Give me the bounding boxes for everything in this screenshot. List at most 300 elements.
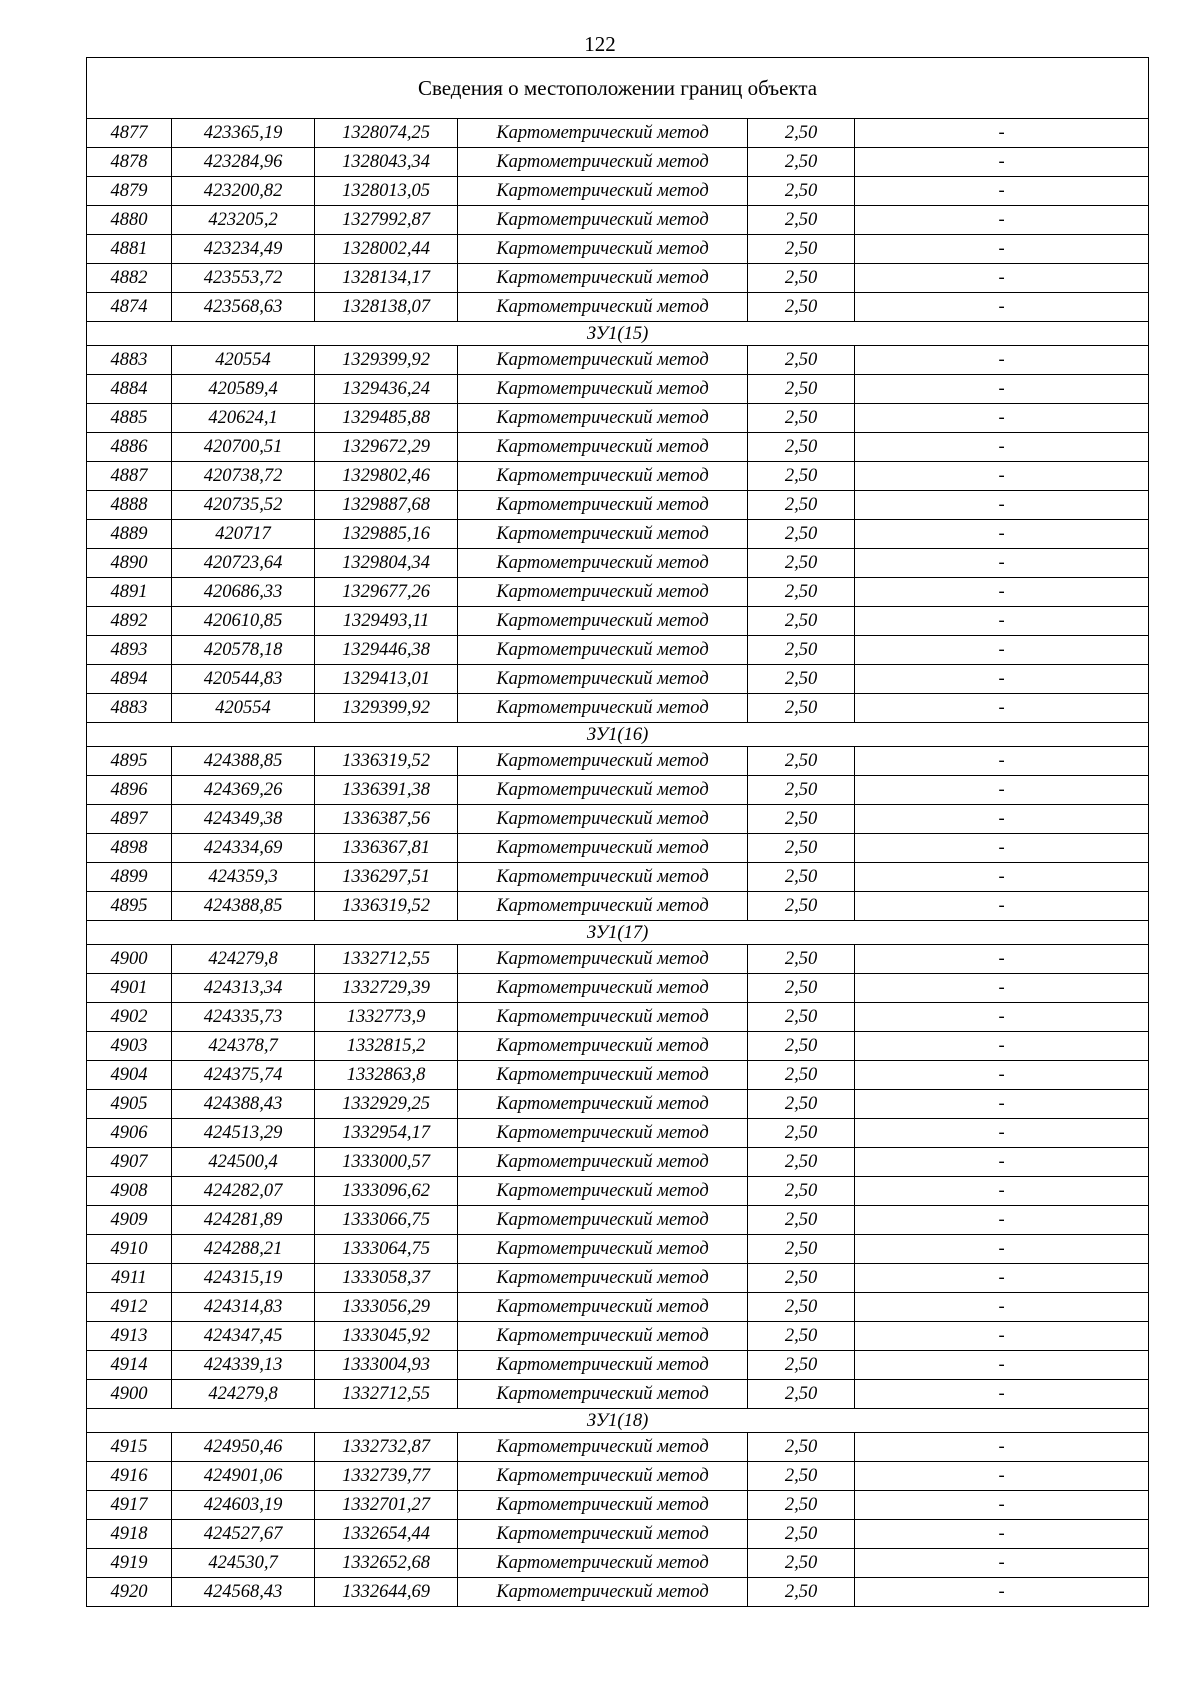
accuracy-cell: 2,50 bbox=[748, 520, 855, 549]
method-cell: Картометрический метод bbox=[458, 1061, 748, 1090]
method-cell: Картометрический метод bbox=[458, 549, 748, 578]
table-row bbox=[87, 1032, 1149, 1061]
description-cell: - bbox=[855, 1322, 1149, 1351]
y-coordinate-cell: 1329446,38 bbox=[315, 636, 458, 665]
accuracy-cell: 2,50 bbox=[748, 235, 855, 264]
table-row bbox=[87, 404, 1149, 433]
accuracy-cell: 2,50 bbox=[748, 462, 855, 491]
table-row bbox=[87, 945, 1149, 974]
point-number-cell: 4918 bbox=[87, 1520, 172, 1549]
table-row bbox=[87, 834, 1149, 863]
section-label: ЗУ1(18) bbox=[87, 1409, 1149, 1433]
description-cell: - bbox=[855, 1380, 1149, 1409]
method-cell: Картометрический метод bbox=[458, 264, 748, 293]
method-cell: Картометрический метод bbox=[458, 834, 748, 863]
description-cell: - bbox=[855, 433, 1149, 462]
accuracy-cell: 2,50 bbox=[748, 1433, 855, 1462]
method-cell: Картометрический метод bbox=[458, 433, 748, 462]
accuracy-cell: 2,50 bbox=[748, 293, 855, 322]
accuracy-cell: 2,50 bbox=[748, 264, 855, 293]
y-coordinate-cell: 1332654,44 bbox=[315, 1520, 458, 1549]
point-number-cell: 4884 bbox=[87, 375, 172, 404]
x-coordinate-cell: 424378,7 bbox=[172, 1032, 315, 1061]
accuracy-cell: 2,50 bbox=[748, 1549, 855, 1578]
y-coordinate-cell: 1333064,75 bbox=[315, 1235, 458, 1264]
method-cell: Картометрический метод bbox=[458, 491, 748, 520]
x-coordinate-cell: 420624,1 bbox=[172, 404, 315, 433]
x-coordinate-cell: 424339,13 bbox=[172, 1351, 315, 1380]
description-cell: - bbox=[855, 1032, 1149, 1061]
x-coordinate-cell: 424279,8 bbox=[172, 1380, 315, 1409]
y-coordinate-cell: 1332652,68 bbox=[315, 1549, 458, 1578]
y-coordinate-cell: 1328002,44 bbox=[315, 235, 458, 264]
x-coordinate-cell: 424288,21 bbox=[172, 1235, 315, 1264]
accuracy-cell: 2,50 bbox=[748, 805, 855, 834]
description-cell: - bbox=[855, 1003, 1149, 1032]
method-cell: Картометрический метод bbox=[458, 1003, 748, 1032]
x-coordinate-cell: 424568,43 bbox=[172, 1578, 315, 1607]
description-cell: - bbox=[855, 607, 1149, 636]
x-coordinate-cell: 424314,83 bbox=[172, 1293, 315, 1322]
x-coordinate-cell: 424603,19 bbox=[172, 1491, 315, 1520]
accuracy-cell: 2,50 bbox=[748, 1206, 855, 1235]
y-coordinate-cell: 1333056,29 bbox=[315, 1293, 458, 1322]
accuracy-cell: 2,50 bbox=[748, 1491, 855, 1520]
point-number-cell: 4914 bbox=[87, 1351, 172, 1380]
point-number-cell: 4882 bbox=[87, 264, 172, 293]
table-row bbox=[87, 206, 1149, 235]
y-coordinate-cell: 1332644,69 bbox=[315, 1578, 458, 1607]
table-row bbox=[87, 1177, 1149, 1206]
accuracy-cell: 2,50 bbox=[748, 607, 855, 636]
y-coordinate-cell: 1332954,17 bbox=[315, 1119, 458, 1148]
point-number-cell: 4889 bbox=[87, 520, 172, 549]
point-number-cell: 4890 bbox=[87, 549, 172, 578]
table-row bbox=[87, 1206, 1149, 1235]
method-cell: Картометрический метод bbox=[458, 1148, 748, 1177]
accuracy-cell: 2,50 bbox=[748, 1003, 855, 1032]
accuracy-cell: 2,50 bbox=[748, 974, 855, 1003]
y-coordinate-cell: 1329399,92 bbox=[315, 346, 458, 375]
table-row bbox=[87, 1380, 1149, 1409]
point-number-cell: 4878 bbox=[87, 148, 172, 177]
x-coordinate-cell: 424375,74 bbox=[172, 1061, 315, 1090]
x-coordinate-cell: 420735,52 bbox=[172, 491, 315, 520]
description-cell: - bbox=[855, 636, 1149, 665]
point-number-cell: 4886 bbox=[87, 433, 172, 462]
description-cell: - bbox=[855, 834, 1149, 863]
method-cell: Картометрический метод bbox=[458, 694, 748, 723]
section-header-row bbox=[87, 723, 1149, 747]
table-row bbox=[87, 578, 1149, 607]
y-coordinate-cell: 1333000,57 bbox=[315, 1148, 458, 1177]
y-coordinate-cell: 1329802,46 bbox=[315, 462, 458, 491]
description-cell: - bbox=[855, 264, 1149, 293]
accuracy-cell: 2,50 bbox=[748, 1322, 855, 1351]
description-cell: - bbox=[855, 1578, 1149, 1607]
point-number-cell: 4901 bbox=[87, 974, 172, 1003]
x-coordinate-cell: 424349,38 bbox=[172, 805, 315, 834]
point-number-cell: 4891 bbox=[87, 578, 172, 607]
accuracy-cell: 2,50 bbox=[748, 578, 855, 607]
point-number-cell: 4917 bbox=[87, 1491, 172, 1520]
description-cell: - bbox=[855, 1351, 1149, 1380]
section-header-row bbox=[87, 1409, 1149, 1433]
accuracy-cell: 2,50 bbox=[748, 945, 855, 974]
accuracy-cell: 2,50 bbox=[748, 375, 855, 404]
y-coordinate-cell: 1332729,39 bbox=[315, 974, 458, 1003]
x-coordinate-cell: 424315,19 bbox=[172, 1264, 315, 1293]
point-number-cell: 4894 bbox=[87, 665, 172, 694]
y-coordinate-cell: 1328074,25 bbox=[315, 119, 458, 148]
description-cell: - bbox=[855, 578, 1149, 607]
table-row bbox=[87, 892, 1149, 921]
y-coordinate-cell: 1329413,01 bbox=[315, 665, 458, 694]
description-cell: - bbox=[855, 1433, 1149, 1462]
section-header-row bbox=[87, 322, 1149, 346]
method-cell: Картометрический метод bbox=[458, 1264, 748, 1293]
description-cell: - bbox=[855, 694, 1149, 723]
point-number-cell: 4906 bbox=[87, 1119, 172, 1148]
description-cell: - bbox=[855, 235, 1149, 264]
x-coordinate-cell: 420578,18 bbox=[172, 636, 315, 665]
point-number-cell: 4907 bbox=[87, 1148, 172, 1177]
table-row bbox=[87, 1061, 1149, 1090]
x-coordinate-cell: 424388,43 bbox=[172, 1090, 315, 1119]
accuracy-cell: 2,50 bbox=[748, 549, 855, 578]
section-label: ЗУ1(17) bbox=[87, 921, 1149, 945]
y-coordinate-cell: 1332773,9 bbox=[315, 1003, 458, 1032]
table-row bbox=[87, 805, 1149, 834]
description-cell: - bbox=[855, 549, 1149, 578]
description-cell: - bbox=[855, 462, 1149, 491]
point-number-cell: 4909 bbox=[87, 1206, 172, 1235]
accuracy-cell: 2,50 bbox=[748, 892, 855, 921]
accuracy-cell: 2,50 bbox=[748, 636, 855, 665]
method-cell: Картометрический метод bbox=[458, 1462, 748, 1491]
description-cell: - bbox=[855, 747, 1149, 776]
point-number-cell: 4896 bbox=[87, 776, 172, 805]
description-cell: - bbox=[855, 1235, 1149, 1264]
description-cell: - bbox=[855, 520, 1149, 549]
description-cell: - bbox=[855, 119, 1149, 148]
method-cell: Картометрический метод bbox=[458, 776, 748, 805]
description-cell: - bbox=[855, 1061, 1149, 1090]
method-cell: Картометрический метод bbox=[458, 1520, 748, 1549]
method-cell: Картометрический метод bbox=[458, 1119, 748, 1148]
method-cell: Картометрический метод bbox=[458, 148, 748, 177]
point-number-cell: 4885 bbox=[87, 404, 172, 433]
method-cell: Картометрический метод bbox=[458, 1235, 748, 1264]
description-cell: - bbox=[855, 776, 1149, 805]
y-coordinate-cell: 1332815,2 bbox=[315, 1032, 458, 1061]
method-cell: Картометрический метод bbox=[458, 293, 748, 322]
x-coordinate-cell: 420544,83 bbox=[172, 665, 315, 694]
x-coordinate-cell: 424279,8 bbox=[172, 945, 315, 974]
accuracy-cell: 2,50 bbox=[748, 1032, 855, 1061]
accuracy-cell: 2,50 bbox=[748, 1293, 855, 1322]
accuracy-cell: 2,50 bbox=[748, 1264, 855, 1293]
table-row bbox=[87, 1578, 1149, 1607]
method-cell: Картометрический метод bbox=[458, 235, 748, 264]
method-cell: Картометрический метод bbox=[458, 177, 748, 206]
description-cell: - bbox=[855, 945, 1149, 974]
accuracy-cell: 2,50 bbox=[748, 834, 855, 863]
y-coordinate-cell: 1328138,07 bbox=[315, 293, 458, 322]
table-row bbox=[87, 1235, 1149, 1264]
description-cell: - bbox=[855, 206, 1149, 235]
table-row bbox=[87, 1119, 1149, 1148]
description-cell: - bbox=[855, 863, 1149, 892]
table-row bbox=[87, 1264, 1149, 1293]
description-cell: - bbox=[855, 1148, 1149, 1177]
table-title: Сведения о местоположении границ объекта bbox=[87, 58, 1149, 119]
point-number-cell: 4910 bbox=[87, 1235, 172, 1264]
section-label: ЗУ1(16) bbox=[87, 723, 1149, 747]
accuracy-cell: 2,50 bbox=[748, 1090, 855, 1119]
accuracy-cell: 2,50 bbox=[748, 491, 855, 520]
table-row bbox=[87, 1090, 1149, 1119]
method-cell: Картометрический метод bbox=[458, 578, 748, 607]
x-coordinate-cell: 423553,72 bbox=[172, 264, 315, 293]
description-cell: - bbox=[855, 805, 1149, 834]
x-coordinate-cell: 424513,29 bbox=[172, 1119, 315, 1148]
table-row bbox=[87, 235, 1149, 264]
point-number-cell: 4903 bbox=[87, 1032, 172, 1061]
x-coordinate-cell: 420686,33 bbox=[172, 578, 315, 607]
x-coordinate-cell: 424334,69 bbox=[172, 834, 315, 863]
y-coordinate-cell: 1329672,29 bbox=[315, 433, 458, 462]
y-coordinate-cell: 1332712,55 bbox=[315, 1380, 458, 1409]
y-coordinate-cell: 1329804,34 bbox=[315, 549, 458, 578]
table-row bbox=[87, 177, 1149, 206]
point-number-cell: 4877 bbox=[87, 119, 172, 148]
description-cell: - bbox=[855, 974, 1149, 1003]
y-coordinate-cell: 1333096,62 bbox=[315, 1177, 458, 1206]
description-cell: - bbox=[855, 1491, 1149, 1520]
y-coordinate-cell: 1327992,87 bbox=[315, 206, 458, 235]
y-coordinate-cell: 1332863,8 bbox=[315, 1061, 458, 1090]
y-coordinate-cell: 1329885,16 bbox=[315, 520, 458, 549]
description-cell: - bbox=[855, 1549, 1149, 1578]
method-cell: Картометрический метод bbox=[458, 892, 748, 921]
accuracy-cell: 2,50 bbox=[748, 1351, 855, 1380]
table-row bbox=[87, 1322, 1149, 1351]
x-coordinate-cell: 424313,34 bbox=[172, 974, 315, 1003]
y-coordinate-cell: 1329493,11 bbox=[315, 607, 458, 636]
description-cell: - bbox=[855, 892, 1149, 921]
y-coordinate-cell: 1333066,75 bbox=[315, 1206, 458, 1235]
table-row bbox=[87, 1003, 1149, 1032]
y-coordinate-cell: 1328134,17 bbox=[315, 264, 458, 293]
x-coordinate-cell: 424281,89 bbox=[172, 1206, 315, 1235]
x-coordinate-cell: 424335,73 bbox=[172, 1003, 315, 1032]
method-cell: Картометрический метод bbox=[458, 1177, 748, 1206]
description-cell: - bbox=[855, 148, 1149, 177]
accuracy-cell: 2,50 bbox=[748, 1235, 855, 1264]
description-cell: - bbox=[855, 1177, 1149, 1206]
point-number-cell: 4902 bbox=[87, 1003, 172, 1032]
point-number-cell: 4883 bbox=[87, 346, 172, 375]
point-number-cell: 4908 bbox=[87, 1177, 172, 1206]
point-number-cell: 4881 bbox=[87, 235, 172, 264]
accuracy-cell: 2,50 bbox=[748, 1061, 855, 1090]
y-coordinate-cell: 1332929,25 bbox=[315, 1090, 458, 1119]
method-cell: Картометрический метод bbox=[458, 974, 748, 1003]
accuracy-cell: 2,50 bbox=[748, 1520, 855, 1549]
x-coordinate-cell: 420717 bbox=[172, 520, 315, 549]
point-number-cell: 4915 bbox=[87, 1433, 172, 1462]
table-row bbox=[87, 665, 1149, 694]
accuracy-cell: 2,50 bbox=[748, 1119, 855, 1148]
point-number-cell: 4919 bbox=[87, 1549, 172, 1578]
point-number-cell: 4880 bbox=[87, 206, 172, 235]
method-cell: Картометрический метод bbox=[458, 1549, 748, 1578]
y-coordinate-cell: 1329485,88 bbox=[315, 404, 458, 433]
description-cell: - bbox=[855, 1090, 1149, 1119]
y-coordinate-cell: 1332701,27 bbox=[315, 1491, 458, 1520]
point-number-cell: 4911 bbox=[87, 1264, 172, 1293]
method-cell: Картометрический метод bbox=[458, 462, 748, 491]
point-number-cell: 4874 bbox=[87, 293, 172, 322]
accuracy-cell: 2,50 bbox=[748, 694, 855, 723]
table-row bbox=[87, 148, 1149, 177]
accuracy-cell: 2,50 bbox=[748, 148, 855, 177]
accuracy-cell: 2,50 bbox=[748, 346, 855, 375]
method-cell: Картометрический метод bbox=[458, 636, 748, 665]
x-coordinate-cell: 423365,19 bbox=[172, 119, 315, 148]
table-row bbox=[87, 1462, 1149, 1491]
method-cell: Картометрический метод bbox=[458, 206, 748, 235]
x-coordinate-cell: 424527,67 bbox=[172, 1520, 315, 1549]
x-coordinate-cell: 423234,49 bbox=[172, 235, 315, 264]
x-coordinate-cell: 420554 bbox=[172, 694, 315, 723]
table-row bbox=[87, 636, 1149, 665]
x-coordinate-cell: 424901,06 bbox=[172, 1462, 315, 1491]
method-cell: Картометрический метод bbox=[458, 863, 748, 892]
x-coordinate-cell: 423205,2 bbox=[172, 206, 315, 235]
table-row bbox=[87, 1491, 1149, 1520]
description-cell: - bbox=[855, 346, 1149, 375]
point-number-cell: 4892 bbox=[87, 607, 172, 636]
x-coordinate-cell: 423200,82 bbox=[172, 177, 315, 206]
y-coordinate-cell: 1332739,77 bbox=[315, 1462, 458, 1491]
description-cell: - bbox=[855, 293, 1149, 322]
y-coordinate-cell: 1336319,52 bbox=[315, 747, 458, 776]
method-cell: Картометрический метод bbox=[458, 119, 748, 148]
accuracy-cell: 2,50 bbox=[748, 1148, 855, 1177]
method-cell: Картометрический метод bbox=[458, 346, 748, 375]
description-cell: - bbox=[855, 404, 1149, 433]
table-title-row bbox=[87, 58, 1149, 119]
accuracy-cell: 2,50 bbox=[748, 863, 855, 892]
section-header-row bbox=[87, 921, 1149, 945]
y-coordinate-cell: 1332732,87 bbox=[315, 1433, 458, 1462]
method-cell: Картометрический метод bbox=[458, 1351, 748, 1380]
y-coordinate-cell: 1336391,38 bbox=[315, 776, 458, 805]
x-coordinate-cell: 420738,72 bbox=[172, 462, 315, 491]
point-number-cell: 4900 bbox=[87, 945, 172, 974]
x-coordinate-cell: 420589,4 bbox=[172, 375, 315, 404]
table-row bbox=[87, 776, 1149, 805]
table-row bbox=[87, 433, 1149, 462]
x-coordinate-cell: 424530,7 bbox=[172, 1549, 315, 1578]
x-coordinate-cell: 424950,46 bbox=[172, 1433, 315, 1462]
x-coordinate-cell: 424500,4 bbox=[172, 1148, 315, 1177]
table-body bbox=[87, 58, 1149, 1607]
description-cell: - bbox=[855, 375, 1149, 404]
y-coordinate-cell: 1336319,52 bbox=[315, 892, 458, 921]
x-coordinate-cell: 423284,96 bbox=[172, 148, 315, 177]
table-row bbox=[87, 293, 1149, 322]
y-coordinate-cell: 1329399,92 bbox=[315, 694, 458, 723]
point-number-cell: 4897 bbox=[87, 805, 172, 834]
accuracy-cell: 2,50 bbox=[748, 119, 855, 148]
point-number-cell: 4879 bbox=[87, 177, 172, 206]
section-label: ЗУ1(15) bbox=[87, 322, 1149, 346]
table-row bbox=[87, 1520, 1149, 1549]
x-coordinate-cell: 424369,26 bbox=[172, 776, 315, 805]
description-cell: - bbox=[855, 665, 1149, 694]
accuracy-cell: 2,50 bbox=[748, 206, 855, 235]
method-cell: Картометрический метод bbox=[458, 1032, 748, 1061]
method-cell: Картометрический метод bbox=[458, 665, 748, 694]
point-number-cell: 4905 bbox=[87, 1090, 172, 1119]
y-coordinate-cell: 1336297,51 bbox=[315, 863, 458, 892]
method-cell: Картометрический метод bbox=[458, 1578, 748, 1607]
y-coordinate-cell: 1333045,92 bbox=[315, 1322, 458, 1351]
method-cell: Картометрический метод bbox=[458, 805, 748, 834]
description-cell: - bbox=[855, 491, 1149, 520]
y-coordinate-cell: 1329887,68 bbox=[315, 491, 458, 520]
point-number-cell: 4899 bbox=[87, 863, 172, 892]
method-cell: Картометрический метод bbox=[458, 1206, 748, 1235]
x-coordinate-cell: 420723,64 bbox=[172, 549, 315, 578]
table-row bbox=[87, 1293, 1149, 1322]
y-coordinate-cell: 1333004,93 bbox=[315, 1351, 458, 1380]
table-row bbox=[87, 119, 1149, 148]
table-row bbox=[87, 694, 1149, 723]
x-coordinate-cell: 424388,85 bbox=[172, 892, 315, 921]
method-cell: Картометрический метод bbox=[458, 520, 748, 549]
accuracy-cell: 2,50 bbox=[748, 776, 855, 805]
table-row bbox=[87, 1433, 1149, 1462]
accuracy-cell: 2,50 bbox=[748, 1462, 855, 1491]
method-cell: Картометрический метод bbox=[458, 607, 748, 636]
point-number-cell: 4913 bbox=[87, 1322, 172, 1351]
point-number-cell: 4898 bbox=[87, 834, 172, 863]
point-number-cell: 4895 bbox=[87, 747, 172, 776]
y-coordinate-cell: 1328013,05 bbox=[315, 177, 458, 206]
description-cell: - bbox=[855, 1520, 1149, 1549]
boundary-coordinates-table bbox=[86, 57, 1149, 1607]
point-number-cell: 4887 bbox=[87, 462, 172, 491]
accuracy-cell: 2,50 bbox=[748, 1578, 855, 1607]
table-row bbox=[87, 607, 1149, 636]
description-cell: - bbox=[855, 177, 1149, 206]
x-coordinate-cell: 420554 bbox=[172, 346, 315, 375]
point-number-cell: 4920 bbox=[87, 1578, 172, 1607]
method-cell: Картометрический метод bbox=[458, 1433, 748, 1462]
description-cell: - bbox=[855, 1462, 1149, 1491]
x-coordinate-cell: 424388,85 bbox=[172, 747, 315, 776]
x-coordinate-cell: 423568,63 bbox=[172, 293, 315, 322]
point-number-cell: 4883 bbox=[87, 694, 172, 723]
method-cell: Картометрический метод bbox=[458, 1322, 748, 1351]
x-coordinate-cell: 424282,07 bbox=[172, 1177, 315, 1206]
y-coordinate-cell: 1333058,37 bbox=[315, 1264, 458, 1293]
description-cell: - bbox=[855, 1264, 1149, 1293]
